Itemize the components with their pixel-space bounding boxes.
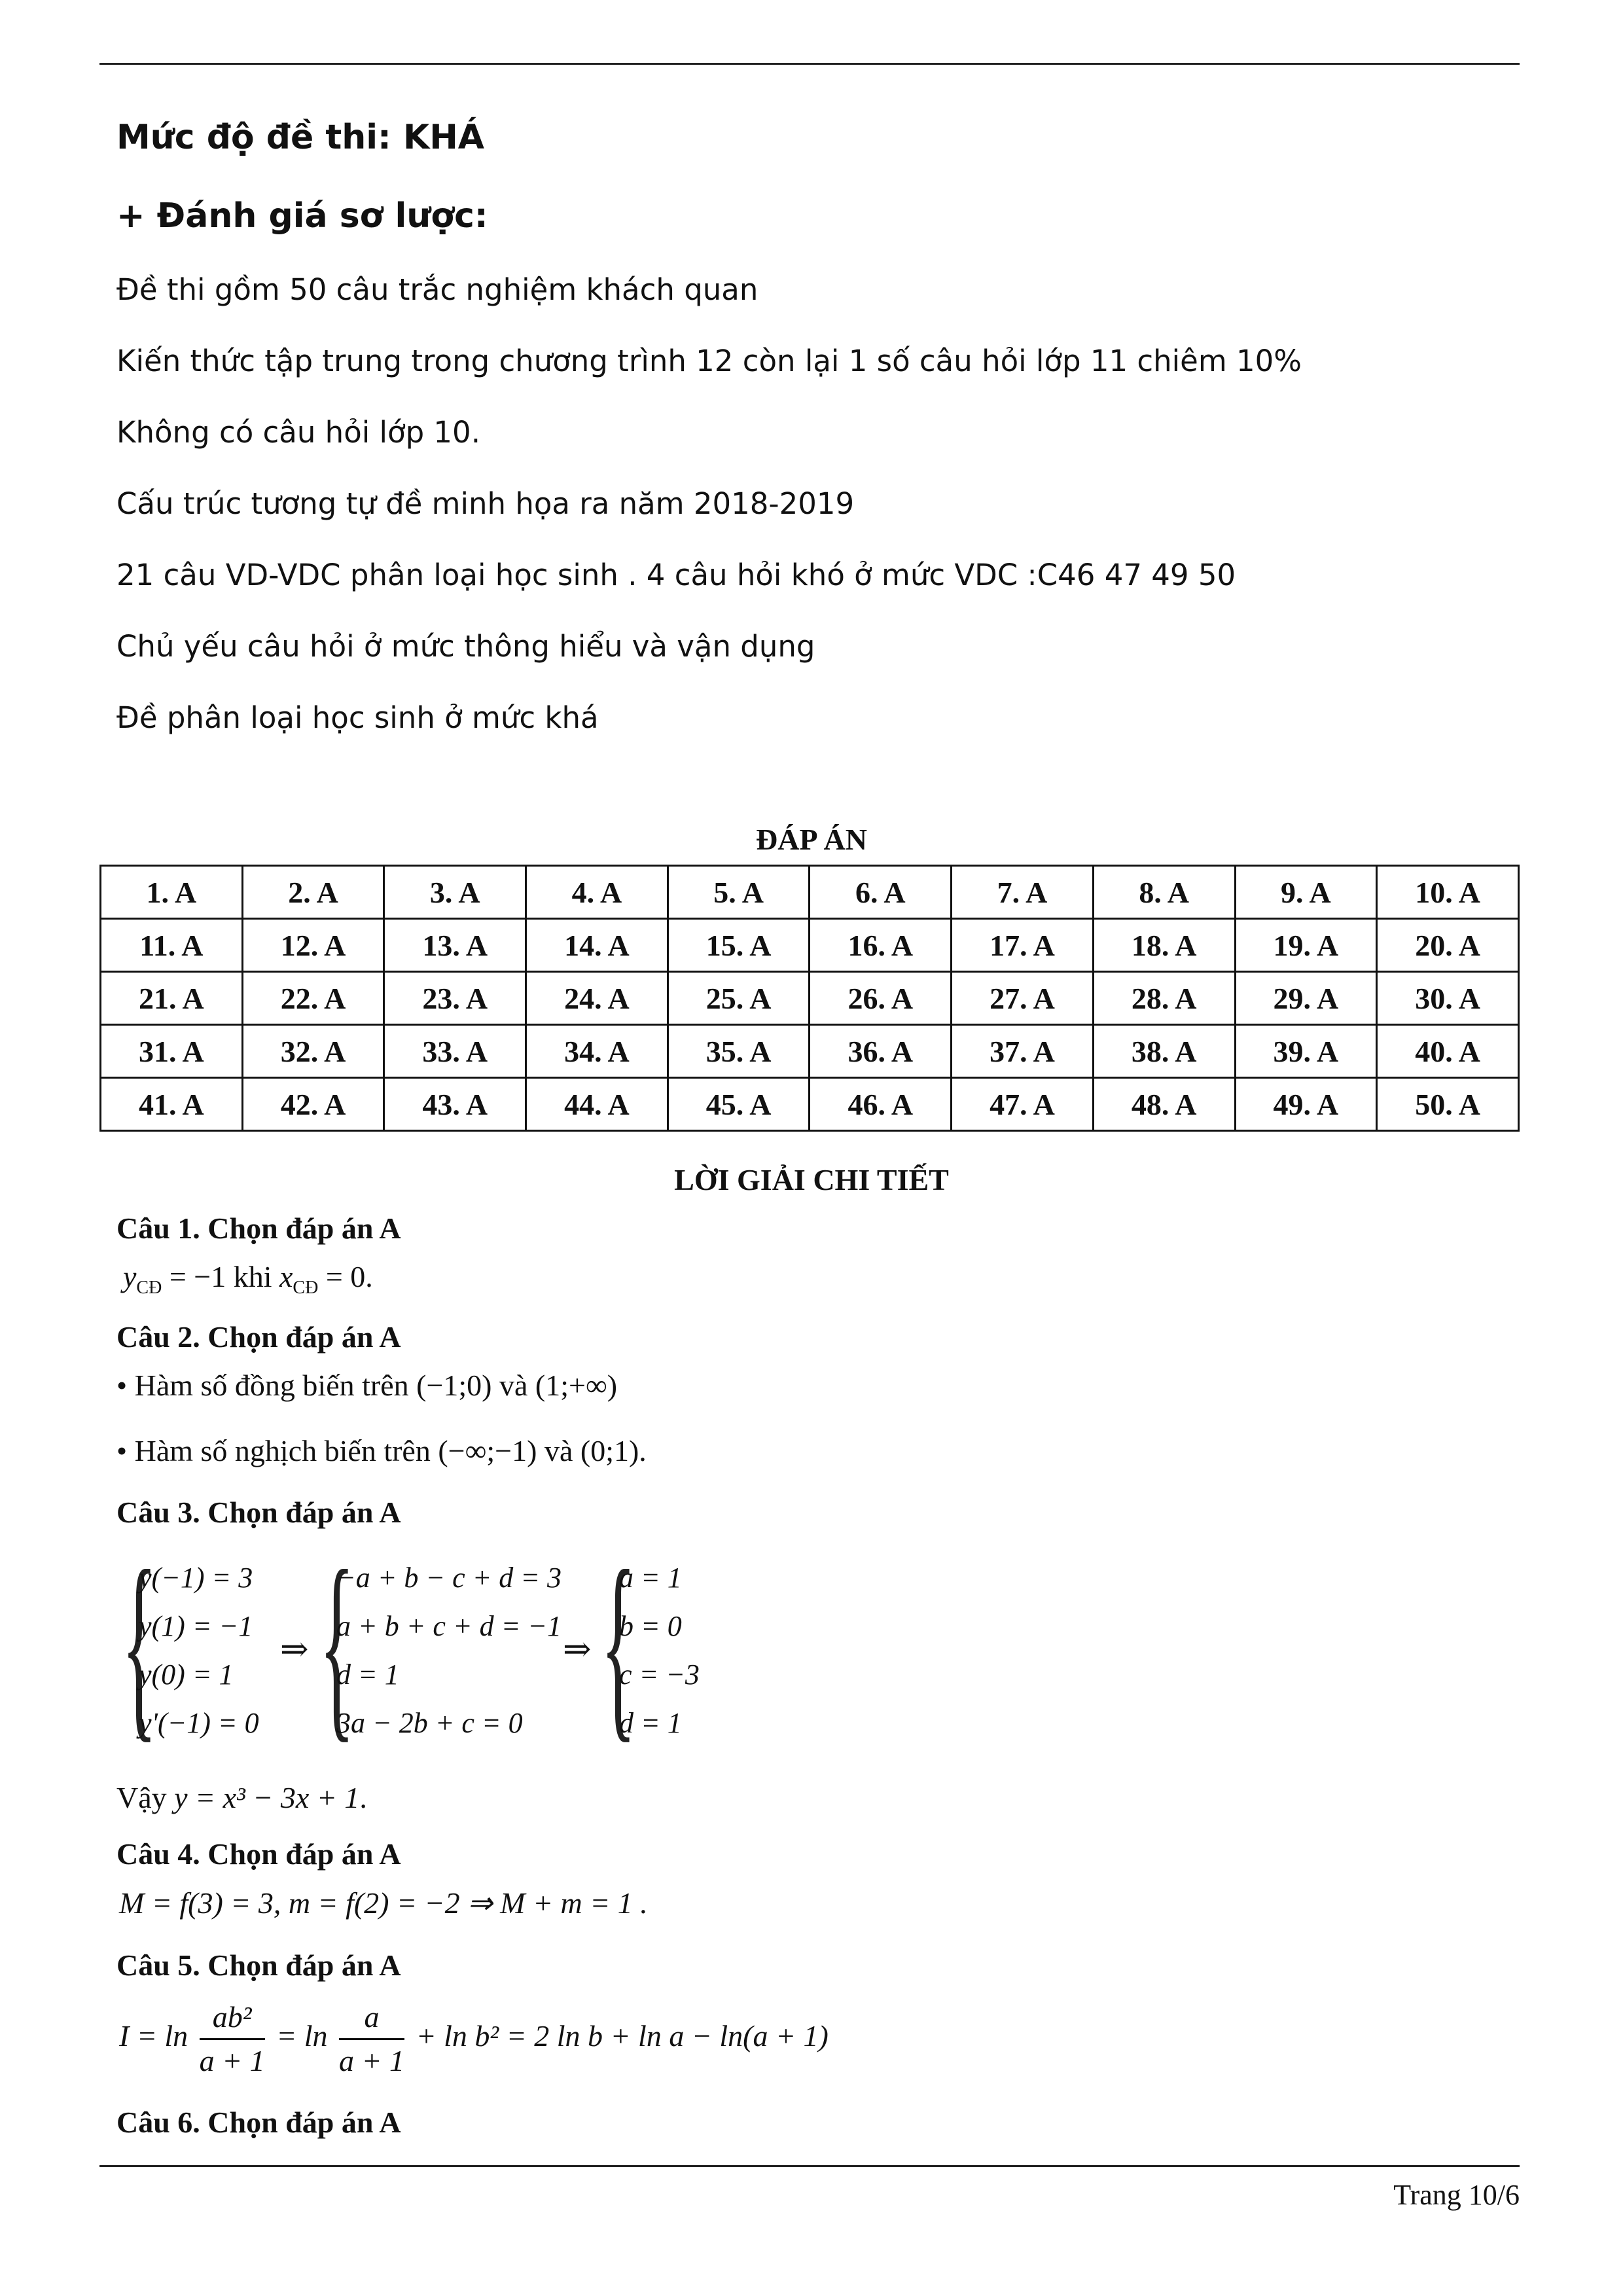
answer-row xyxy=(101,866,1519,919)
answer-cell: 36. A xyxy=(810,1025,952,1078)
assessment-line: Chủ yếu câu hỏi ở mức thông hiểu và vận dụng xyxy=(116,629,815,664)
answer-cell: 18. A xyxy=(1093,919,1235,972)
system-3-eq: b = 0 xyxy=(619,1610,682,1642)
answer-cell: 30. A xyxy=(1377,972,1519,1025)
q5-frac-num: a xyxy=(339,1996,404,2040)
q2-and: và xyxy=(491,1369,535,1402)
answer-cell: 44. A xyxy=(526,1078,668,1131)
q1-sub-y: CĐ xyxy=(136,1278,162,1299)
answer-cell: 11. A xyxy=(101,919,243,972)
q3-formula: y = x³ − 3x + 1 xyxy=(174,1781,360,1814)
q1-x: x xyxy=(279,1260,293,1293)
left-brace-icon: { xyxy=(601,1528,636,1760)
answer-cell: 26. A xyxy=(810,972,952,1025)
answer-row xyxy=(101,1078,1519,1131)
q5-frac-den: a + 1 xyxy=(339,2044,405,2077)
system-3-eq: c = −3 xyxy=(619,1659,700,1691)
system-3 xyxy=(619,1554,700,1748)
answer-cell: 33. A xyxy=(384,1025,526,1078)
answer-cell: 41. A xyxy=(101,1078,243,1131)
q5-frac-den: a + 1 xyxy=(199,2044,265,2077)
answer-cell: 4. A xyxy=(526,866,668,919)
answer-row xyxy=(101,1025,1519,1078)
question-6-heading: Câu 6. Chọn đáp án A xyxy=(116,2106,401,2139)
q5-rhs: + ln b² = 2 ln b + ln a − ln(a + 1) xyxy=(416,2019,829,2053)
answer-cell: 28. A xyxy=(1093,972,1235,1025)
answer-cell: 15. A xyxy=(668,919,810,972)
system-1-eq: y(1) = −1 xyxy=(139,1610,253,1642)
question-3-conclusion xyxy=(116,1780,367,1815)
q1-sub-x: CĐ xyxy=(293,1278,319,1299)
bullet-icon: • xyxy=(116,1369,135,1402)
page-number: Trang 10/6 xyxy=(1393,2179,1520,2211)
question-5-solution xyxy=(119,1996,829,2082)
answer-cell: 22. A xyxy=(242,972,384,1025)
system-2-eq: −a + b − c + d = 3 xyxy=(336,1562,562,1594)
system-3-eq: a = 1 xyxy=(619,1562,682,1594)
answer-key-title: ĐÁP ÁN xyxy=(756,823,867,856)
answer-cell: 42. A xyxy=(242,1078,384,1131)
answer-cell: 14. A xyxy=(526,919,668,972)
assessment-line: Không có câu hỏi lớp 10. xyxy=(116,415,480,450)
system-2 xyxy=(336,1554,562,1748)
assessment-line: Đề thi gồm 50 câu trắc nghiệm khách quan xyxy=(116,272,758,307)
answer-cell: 24. A xyxy=(526,972,668,1025)
system-1-eq: y(−1) = 3 xyxy=(139,1562,253,1594)
q1-y: y xyxy=(123,1260,137,1293)
system-2-eq: d = 1 xyxy=(336,1659,399,1691)
question-3-heading: Câu 3. Chọn đáp án A xyxy=(116,1496,401,1529)
answer-cell: 49. A xyxy=(1235,1078,1377,1131)
q2-interval: (−∞;−1) xyxy=(438,1434,537,1467)
answer-cell: 32. A xyxy=(242,1025,384,1078)
answer-cell: 47. A xyxy=(952,1078,1094,1131)
answer-cell: 29. A xyxy=(1235,972,1377,1025)
q1-eq2: = 0 xyxy=(318,1260,366,1293)
assessment-line: Kiến thức tập trung trong chương trình 12 còn lại 1 số câu hỏi lớp 11 chiêm 10% xyxy=(116,344,1302,378)
answer-cell: 10. A xyxy=(1377,866,1519,919)
bullet-icon: • xyxy=(116,1434,135,1467)
answer-cell: 8. A xyxy=(1093,866,1235,919)
question-1-heading: Câu 1. Chọn đáp án A xyxy=(116,1211,401,1245)
answer-cell: 16. A xyxy=(810,919,952,972)
answer-cell: 20. A xyxy=(1377,919,1519,972)
q5-frac-num: ab² xyxy=(200,1996,265,2040)
answer-row xyxy=(101,919,1519,972)
q2-interval: (1;+∞) xyxy=(535,1369,618,1402)
system-1 xyxy=(139,1554,259,1748)
answer-cell: 5. A xyxy=(668,866,810,919)
assessment-heading: + Đánh giá sơ lược: xyxy=(116,196,488,236)
answer-cell: 38. A xyxy=(1093,1025,1235,1078)
q3-end: . xyxy=(359,1781,367,1814)
q2-interval: (0;1) xyxy=(580,1434,639,1467)
answer-cell: 23. A xyxy=(384,972,526,1025)
answer-cell: 9. A xyxy=(1235,866,1377,919)
system-1-eq: y'(−1) = 0 xyxy=(139,1707,259,1739)
system-1-eq: y(0) = 1 xyxy=(139,1659,234,1691)
answer-cell: 12. A xyxy=(242,919,384,972)
answer-cell: 7. A xyxy=(952,866,1094,919)
left-brace-icon: { xyxy=(122,1528,157,1760)
answer-cell: 43. A xyxy=(384,1078,526,1131)
answer-cell: 40. A xyxy=(1377,1025,1519,1078)
answer-cell: 2. A xyxy=(242,866,384,919)
system-2-eq: 3a − 2b + c = 0 xyxy=(336,1707,523,1739)
answer-cell: 48. A xyxy=(1093,1078,1235,1131)
answer-cell: 35. A xyxy=(668,1025,810,1078)
q2-and: và xyxy=(537,1434,580,1467)
assessment-line: Cấu trúc tương tự đề minh họa ra năm 2018-2019 xyxy=(116,486,855,521)
question-4-heading: Câu 4. Chọn đáp án A xyxy=(116,1837,401,1871)
left-brace-icon: { xyxy=(319,1528,355,1760)
q2-text: Hàm số đồng biến trên xyxy=(134,1369,417,1402)
q5-mid: = ln xyxy=(276,2019,328,2053)
q2-end: . xyxy=(639,1434,647,1467)
implies-arrow-icon: ⇒ xyxy=(563,1630,592,1669)
answer-cell: 25. A xyxy=(668,972,810,1025)
header-rule xyxy=(99,63,1520,65)
answer-cell: 3. A xyxy=(384,866,526,919)
q3-prefix: Vậy xyxy=(116,1781,175,1814)
system-3-eq: d = 1 xyxy=(619,1707,682,1739)
question-2-line-2 xyxy=(116,1433,647,1468)
question-4-solution: M = f(3) = 3, m = f(2) = −2 ⇒ M + m = 1 . xyxy=(119,1886,648,1920)
answer-cell: 27. A xyxy=(952,972,1094,1025)
answer-cell: 50. A xyxy=(1377,1078,1519,1131)
solutions-title: LỜI GIẢI CHI TIẾT xyxy=(674,1163,949,1196)
answer-cell: 34. A xyxy=(526,1025,668,1078)
answer-cell: 21. A xyxy=(101,972,243,1025)
q1-when: khi xyxy=(233,1260,279,1293)
implies-arrow-icon: ⇒ xyxy=(280,1630,309,1669)
question-1-solution xyxy=(123,1259,373,1299)
answer-row xyxy=(101,972,1519,1025)
answer-cell: 13. A xyxy=(384,919,526,972)
answer-cell: 45. A xyxy=(668,1078,810,1131)
question-2-heading: Câu 2. Chọn đáp án A xyxy=(116,1320,401,1354)
q2-interval: (−1;0) xyxy=(416,1369,492,1402)
assessment-line: Đề phân loại học sinh ở mức khá xyxy=(116,700,599,735)
answer-cell: 1. A xyxy=(101,866,243,919)
q1-eq1: = −1 xyxy=(162,1260,234,1293)
answer-cell: 39. A xyxy=(1235,1025,1377,1078)
answer-cell: 6. A xyxy=(810,866,952,919)
answer-cell: 46. A xyxy=(810,1078,952,1131)
q5-fraction xyxy=(339,1996,404,2082)
answer-cell: 19. A xyxy=(1235,919,1377,972)
q5-fraction xyxy=(200,1996,265,2082)
assessment-line: 21 câu VD-VDC phân loại học sinh . 4 câu hỏi khó ở mức VDC :C46 47 49 50 xyxy=(116,558,1236,592)
answer-cell: 31. A xyxy=(101,1025,243,1078)
footer-rule xyxy=(99,2165,1520,2167)
answer-cell: 17. A xyxy=(952,919,1094,972)
q1-dot: . xyxy=(365,1260,373,1293)
answer-cell: 37. A xyxy=(952,1025,1094,1078)
answer-key-table xyxy=(99,865,1520,1132)
system-2-eq: a + b + c + d = −1 xyxy=(336,1610,562,1642)
question-5-heading: Câu 5. Chọn đáp án A xyxy=(116,1948,401,1982)
exam-level-heading: Mức độ đề thi: KHÁ xyxy=(116,118,484,157)
q5-lhs: I = ln xyxy=(119,2019,188,2053)
question-2-line-1 xyxy=(116,1368,617,1403)
q2-text: Hàm số nghịch biến trên xyxy=(134,1434,438,1467)
